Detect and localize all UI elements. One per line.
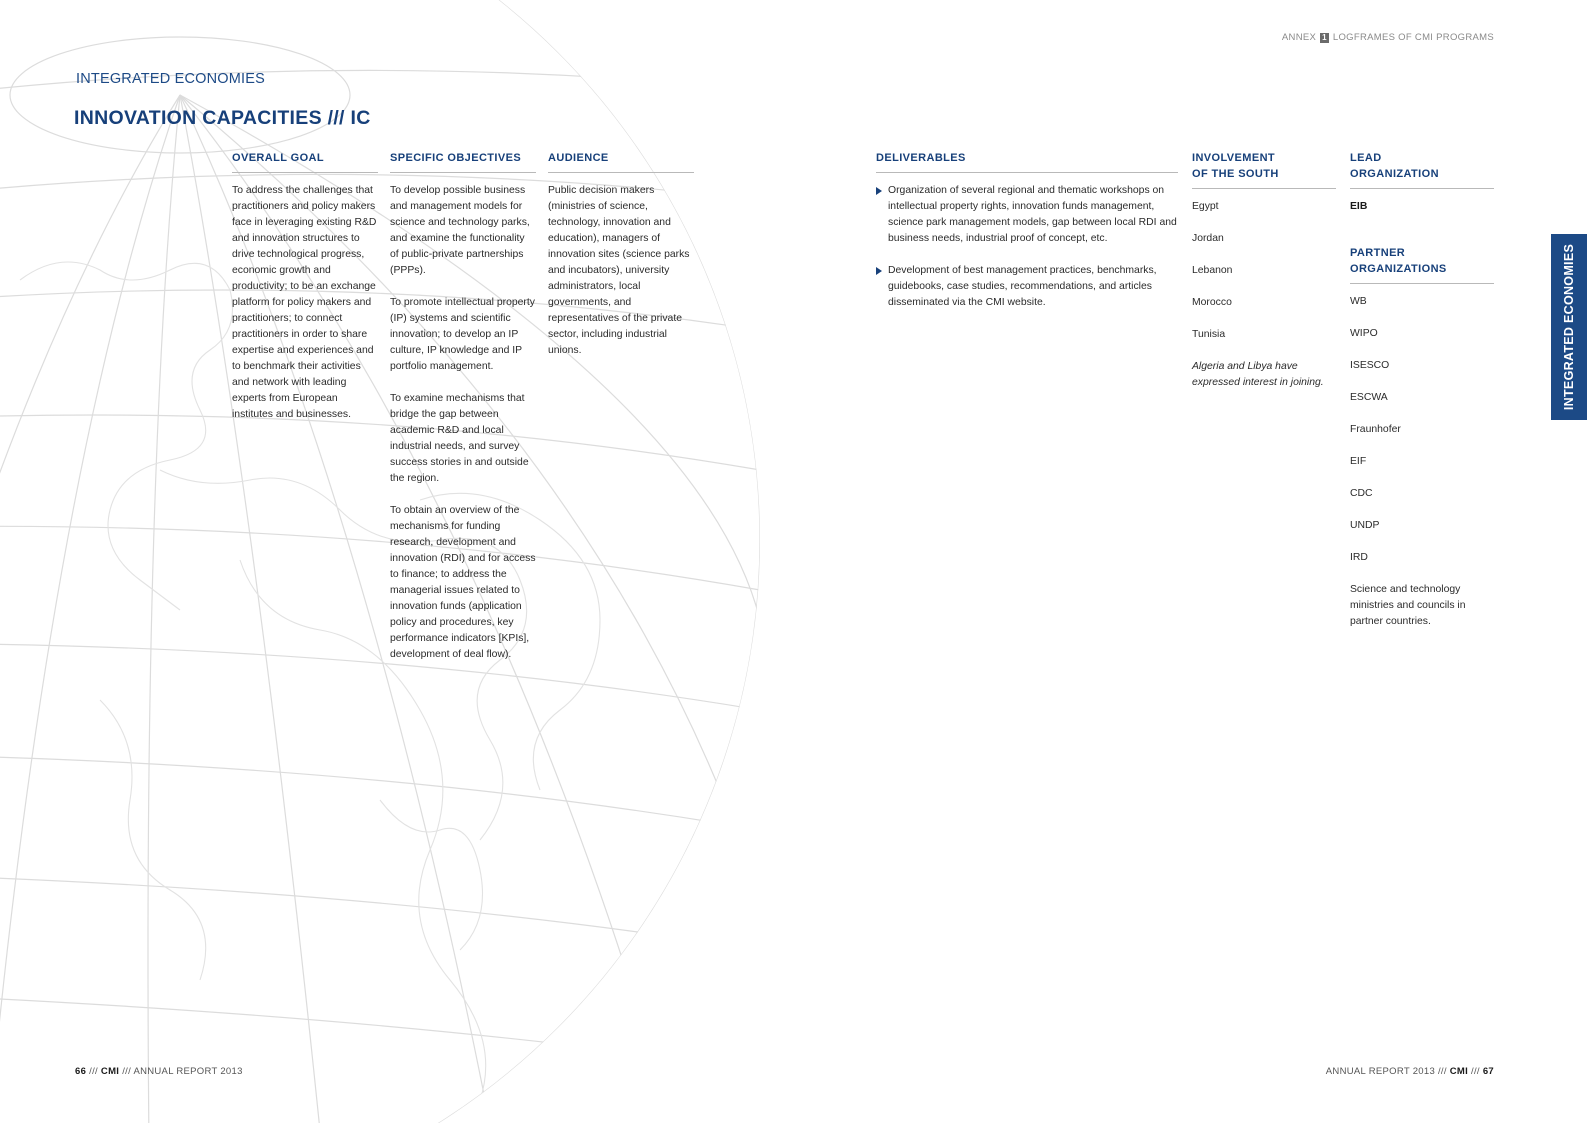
involvement-heading: [1192, 150, 1336, 189]
footer-left-separator: ///: [122, 1066, 132, 1077]
lead-heading-line2: ORGANIZATION: [1350, 168, 1439, 180]
footer-right-separator: ///: [1437, 1066, 1447, 1077]
deliverable-text: Development of best management practices, benchmarks, guidebooks, case studies, recommendations, and articles disseminated via the CMI website.: [888, 265, 1157, 308]
overall-goal-column: [232, 150, 378, 439]
lead-organization-name: EIB: [1350, 201, 1368, 212]
partner-item: ISESCO: [1350, 360, 1390, 371]
audience-column: [548, 150, 694, 375]
section-side-tab: [1551, 234, 1587, 420]
deliverables-heading: DELIVERABLES: [876, 150, 1178, 173]
lead-heading-line1: LEAD: [1350, 152, 1382, 164]
involvement-note: Algeria and Libya have expressed interest in joining.: [1192, 361, 1324, 388]
partner-heading-line2: ORGANIZATIONS: [1350, 263, 1447, 275]
lead-organization-column: [1350, 150, 1494, 646]
annex-number-badge: 1: [1322, 32, 1327, 42]
country-item: Lebanon: [1192, 265, 1233, 276]
specific-objectives-heading: SPECIFIC OBJECTIVES: [390, 150, 536, 173]
partner-organizations-heading: [1350, 245, 1494, 284]
objective-item: To develop possible business and management models for science and technology parks, and examine the functionality of public-private partnerships (PPPs).: [390, 185, 530, 276]
partner-item: EIF: [1350, 456, 1367, 467]
objective-item: To examine mechanisms that bridge the gap between academic R&D and local industrial needs, and survey success stories in and outside the region.: [390, 393, 529, 484]
page-title: INNOVATION CAPACITIES /// IC: [74, 107, 371, 129]
lead-organization-heading: [1350, 150, 1494, 189]
deliverable-item: [876, 263, 1178, 311]
involvement-column: [1192, 150, 1336, 407]
partner-item: WB: [1350, 296, 1367, 307]
country-item: Jordan: [1192, 233, 1224, 244]
footer-left: [75, 1066, 243, 1077]
country-item: Egypt: [1192, 201, 1219, 212]
bullet-triangle-icon: [876, 187, 882, 195]
partner-item: Science and technology ministries and councils in partner countries.: [1350, 584, 1466, 627]
footer-right: [1326, 1066, 1494, 1077]
overall-goal-text: To address the challenges that practitioners and policy makers face in leveraging existing R&D and innovation structures to drive technological progress, economic growth and productivity; to be an exchange platform for policy makers and practitioners; to connect practitioners in order to share expertise and experiences and to benchmark their activities and network with leading experts from European institutes and businesses.: [232, 185, 377, 420]
specific-objectives-column: [390, 150, 536, 679]
footer-left-page-number: 66: [75, 1066, 87, 1077]
country-item: Morocco: [1192, 297, 1232, 308]
footer-right-report: ANNUAL REPORT 2013: [1325, 1066, 1436, 1077]
side-tab-label: INTEGRATED ECONOMIES: [1562, 243, 1576, 411]
footer-left-report: ANNUAL REPORT 2013: [133, 1066, 243, 1077]
country-item: Tunisia: [1192, 329, 1226, 340]
footer-right-separator: ///: [1471, 1066, 1480, 1077]
involvement-heading-line1: INVOLVEMENT: [1192, 152, 1276, 164]
footer-left-separator: ///: [89, 1066, 98, 1077]
deliverables-column: [876, 150, 1178, 327]
partner-item: IRD: [1350, 552, 1368, 563]
footer-left-brand: CMI: [100, 1066, 120, 1077]
partner-item: WIPO: [1350, 328, 1378, 339]
annex-prefix: ANNEX: [1281, 32, 1317, 43]
objective-item: To promote intellectual property (IP) systems and scientific innovation; to develop an IP culture, IP knowledge and IP portfolio management.: [390, 297, 535, 372]
partner-heading-line1: PARTNER: [1350, 247, 1406, 259]
footer-right-brand: CMI: [1449, 1066, 1469, 1077]
audience-heading: AUDIENCE: [548, 150, 694, 173]
partner-item: ESCWA: [1350, 392, 1388, 403]
deliverable-item: [876, 183, 1178, 247]
annex-title: LOGFRAMES OF CMI PROGRAMS: [1332, 32, 1494, 43]
bullet-triangle-icon: [876, 267, 882, 275]
involvement-heading-line2: OF THE SOUTH: [1192, 168, 1279, 180]
section-label: INTEGRATED ECONOMIES: [76, 71, 266, 87]
partner-item: UNDP: [1350, 520, 1380, 531]
partner-item: Fraunhofer: [1350, 424, 1401, 435]
deliverable-text: Organization of several regional and thematic workshops on intellectual property rights, innovation funds management, science park management models, gap between local RDI and business needs, industrial proof of concept, etc.: [888, 185, 1177, 244]
partner-item: CDC: [1350, 488, 1373, 499]
objective-item: To obtain an overview of the mechanisms for funding research, development and innovation (RDI) and for access to finance; to address the managerial issues related to innovation funds (application policy and procedures, key performance indicators [KPIs], development of deal flow).: [390, 505, 536, 660]
audience-text: Public decision makers (ministries of science, technology, innovation and education), managers of innovation sites (science parks and incubators), university administrators, local governments, and representatives of the private sector, including industrial unions.: [548, 185, 690, 356]
overall-goal-heading: OVERALL GOAL: [232, 150, 378, 173]
annex-header: [1282, 32, 1494, 43]
footer-right-page-number: 67: [1482, 1066, 1494, 1077]
